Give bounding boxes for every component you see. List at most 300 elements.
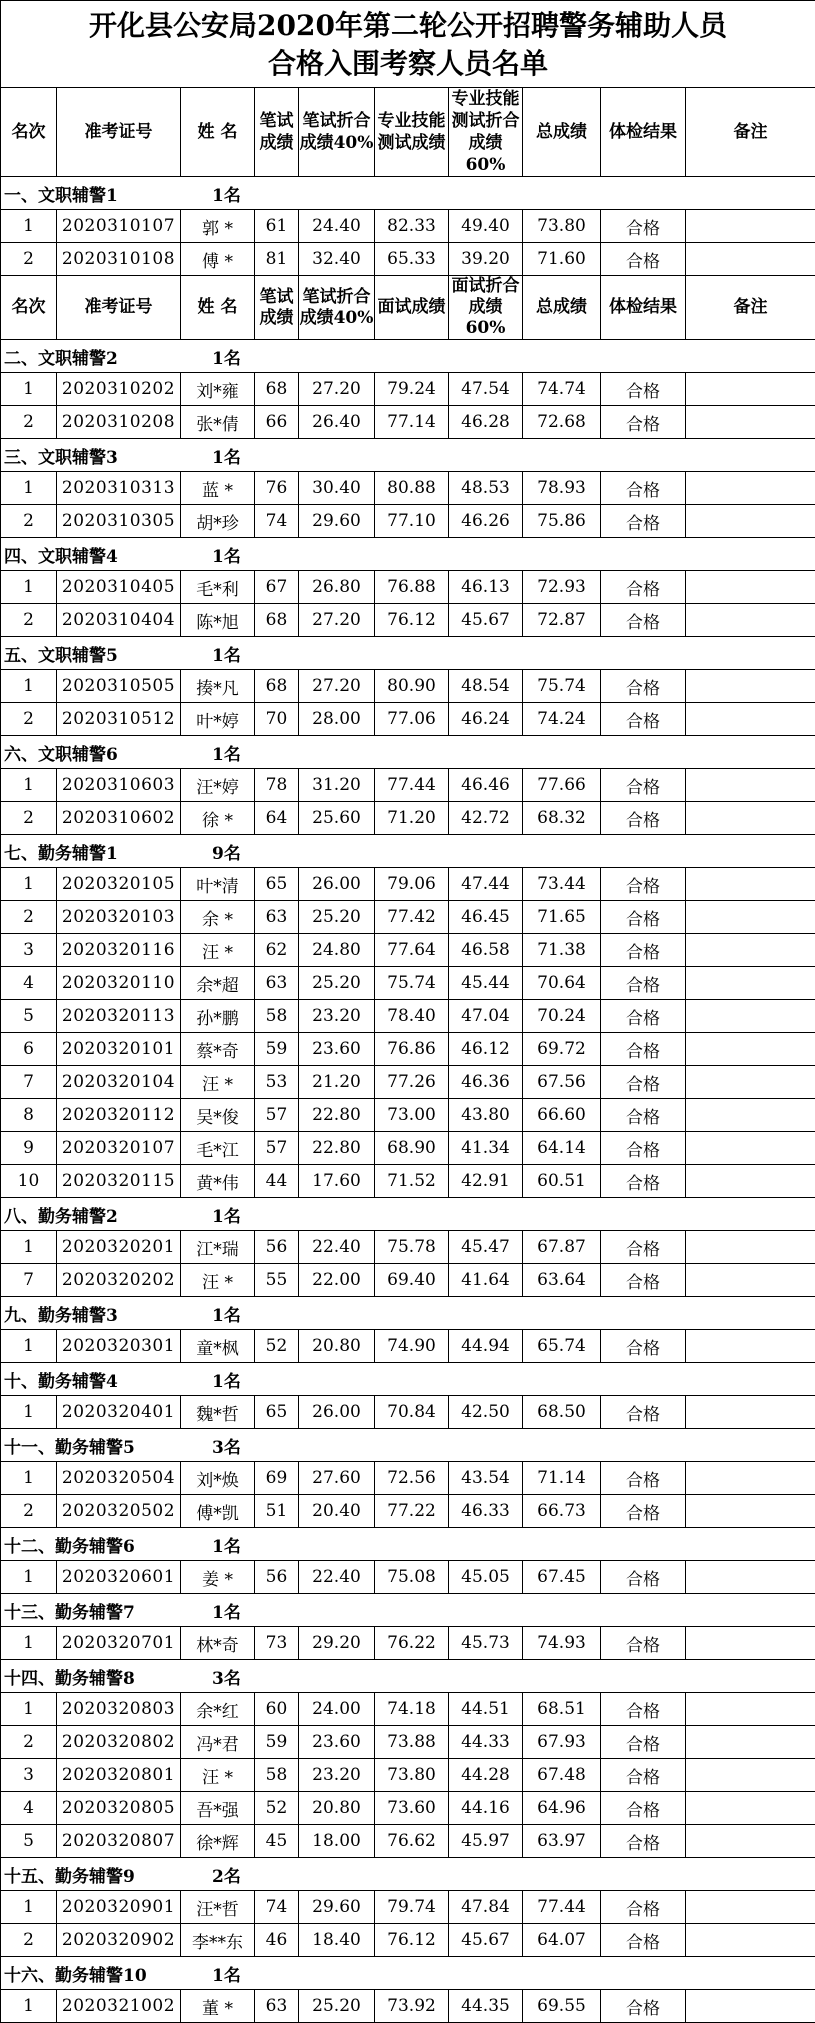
skill-cell: 77.64	[375, 934, 449, 967]
written40-cell: 29.20	[299, 1627, 375, 1660]
total-cell: 72.68	[523, 406, 601, 439]
skill60-cell: 45.73	[449, 1627, 523, 1660]
table-row	[1, 1561, 815, 1594]
written40-cell: 23.60	[299, 1726, 375, 1759]
written40-cell: 21.20	[299, 1066, 375, 1099]
section-quota: 1名	[212, 1301, 241, 1326]
title-line-2: 合格入围考察人员名单	[1, 45, 815, 83]
remark-cell	[686, 901, 815, 934]
ticket-cell: 2020310404	[57, 604, 181, 637]
written40-cell: 22.80	[299, 1132, 375, 1165]
written40-cell: 20.80	[299, 1330, 375, 1363]
rank-cell: 1	[1, 472, 57, 505]
written40-cell: 22.40	[299, 1231, 375, 1264]
ticket-cell: 2020320802	[57, 1726, 181, 1759]
page-title	[1, 1, 815, 88]
rank-cell: 3	[1, 1759, 57, 1792]
table-row	[1, 1330, 815, 1363]
medical-cell: 合格	[601, 472, 686, 505]
ticket-cell: 2020310603	[57, 769, 181, 802]
medical-cell: 合格	[601, 1627, 686, 1660]
remark-cell	[686, 243, 815, 276]
total-cell: 71.14	[523, 1462, 601, 1495]
skill-cell: 82.33	[375, 210, 449, 243]
rank-cell: 2	[1, 604, 57, 637]
name-cell: 张*倩	[181, 406, 255, 439]
written40-cell: 30.40	[299, 472, 375, 505]
total-cell: 63.64	[523, 1264, 601, 1297]
skill-cell: 70.84	[375, 1396, 449, 1429]
total-cell: 71.65	[523, 901, 601, 934]
written-cell: 52	[255, 1792, 299, 1825]
written40-cell: 25.60	[299, 802, 375, 835]
remark-cell	[686, 1561, 815, 1594]
medical-cell: 合格	[601, 1033, 686, 1066]
written-cell: 69	[255, 1462, 299, 1495]
rank-cell: 6	[1, 1033, 57, 1066]
ticket-cell: 2020320807	[57, 1825, 181, 1858]
total-cell: 67.93	[523, 1726, 601, 1759]
table-row	[1, 1990, 815, 2023]
table-row	[1, 868, 815, 901]
remark-cell	[686, 571, 815, 604]
remark-cell	[686, 1495, 815, 1528]
medical-cell: 合格	[601, 1165, 686, 1198]
written-cell: 56	[255, 1231, 299, 1264]
skill-cell: 77.14	[375, 406, 449, 439]
written40-cell: 26.40	[299, 406, 375, 439]
ticket-cell: 2020320803	[57, 1693, 181, 1726]
written40-cell: 23.60	[299, 1033, 375, 1066]
section-header-row	[1, 835, 815, 868]
table-row	[1, 1033, 815, 1066]
skill60-cell: 44.94	[449, 1330, 523, 1363]
name-cell: 孙*鹏	[181, 1000, 255, 1033]
total-cell: 66.60	[523, 1099, 601, 1132]
col-medical: 体检结果	[601, 88, 686, 177]
skill60-cell: 46.46	[449, 769, 523, 802]
col2-written: 笔试成绩	[255, 276, 299, 340]
written-cell: 56	[255, 1561, 299, 1594]
skill-cell: 80.90	[375, 670, 449, 703]
written-cell: 60	[255, 1693, 299, 1726]
skill-cell: 71.20	[375, 802, 449, 835]
section-header	[1, 835, 815, 868]
section-name: 八、勤务辅警2	[1, 1202, 212, 1227]
remark-cell	[686, 703, 815, 736]
ticket-cell: 2020310202	[57, 373, 181, 406]
remark-cell	[686, 1033, 815, 1066]
written40-cell: 25.20	[299, 967, 375, 1000]
written40-cell: 18.00	[299, 1825, 375, 1858]
written40-cell: 28.00	[299, 703, 375, 736]
total-cell: 72.93	[523, 571, 601, 604]
ticket-cell: 2020310305	[57, 505, 181, 538]
remark-cell	[686, 1264, 815, 1297]
total-cell: 74.74	[523, 373, 601, 406]
remark-cell	[686, 1330, 815, 1363]
skill-cell: 76.62	[375, 1825, 449, 1858]
skill-cell: 77.10	[375, 505, 449, 538]
remark-cell	[686, 1726, 815, 1759]
section-name: 二、文职辅警2	[1, 344, 212, 369]
section-quota: 1名	[212, 1598, 241, 1623]
remark-cell	[686, 1759, 815, 1792]
remark-cell	[686, 868, 815, 901]
ticket-cell: 2020320107	[57, 1132, 181, 1165]
skill-cell: 76.12	[375, 1924, 449, 1957]
medical-cell: 合格	[601, 1891, 686, 1924]
skill-cell: 75.08	[375, 1561, 449, 1594]
written-cell: 63	[255, 967, 299, 1000]
name-cell: 傅*凯	[181, 1495, 255, 1528]
rank-cell: 5	[1, 1825, 57, 1858]
skill-cell: 68.90	[375, 1132, 449, 1165]
name-cell: 董 *	[181, 1990, 255, 2023]
name-cell: 傅 *	[181, 243, 255, 276]
section-name: 四、文职辅警4	[1, 542, 212, 567]
medical-cell: 合格	[601, 1462, 686, 1495]
rank-cell: 2	[1, 802, 57, 835]
total-cell: 77.44	[523, 1891, 601, 1924]
written-cell: 58	[255, 1000, 299, 1033]
ticket-cell: 2020310208	[57, 406, 181, 439]
remark-cell	[686, 472, 815, 505]
written40-cell: 27.20	[299, 373, 375, 406]
table-row	[1, 1759, 815, 1792]
table-row	[1, 1396, 815, 1429]
section-header	[1, 1957, 815, 1990]
medical-cell: 合格	[601, 868, 686, 901]
section-header	[1, 177, 815, 210]
name-cell: 余*超	[181, 967, 255, 1000]
medical-cell: 合格	[601, 210, 686, 243]
ticket-cell: 2020320902	[57, 1924, 181, 1957]
written-cell: 51	[255, 1495, 299, 1528]
table-row	[1, 243, 815, 276]
rank-cell: 2	[1, 1495, 57, 1528]
ticket-cell: 2020310313	[57, 472, 181, 505]
rank-cell: 7	[1, 1066, 57, 1099]
column-header-row-2	[1, 276, 815, 340]
skill-cell: 76.12	[375, 604, 449, 637]
table-row	[1, 1099, 815, 1132]
medical-cell: 合格	[601, 967, 686, 1000]
skill-cell: 77.42	[375, 901, 449, 934]
written40-cell: 26.80	[299, 571, 375, 604]
written-cell: 59	[255, 1726, 299, 1759]
medical-cell: 合格	[601, 1759, 686, 1792]
skill-cell: 77.22	[375, 1495, 449, 1528]
roster-body	[1, 1, 815, 2023]
skill-cell: 65.33	[375, 243, 449, 276]
ticket-cell: 2020320113	[57, 1000, 181, 1033]
section-quota: 1名	[212, 641, 241, 666]
col-written40: 笔试折合成绩40%	[299, 88, 375, 177]
medical-cell: 合格	[601, 571, 686, 604]
name-cell: 黄*伟	[181, 1165, 255, 1198]
ticket-cell: 2020320301	[57, 1330, 181, 1363]
remark-cell	[686, 967, 815, 1000]
name-cell: 吴*俊	[181, 1099, 255, 1132]
skill60-cell: 47.54	[449, 373, 523, 406]
name-cell: 姜 *	[181, 1561, 255, 1594]
skill60-cell: 44.16	[449, 1792, 523, 1825]
table-row	[1, 967, 815, 1000]
ticket-cell: 2020320105	[57, 868, 181, 901]
title-row	[1, 1, 815, 88]
section-quota: 1名	[212, 344, 241, 369]
section-name: 五、文职辅警5	[1, 641, 212, 666]
table-row	[1, 472, 815, 505]
written-cell: 74	[255, 505, 299, 538]
written-cell: 59	[255, 1033, 299, 1066]
written40-cell: 31.20	[299, 769, 375, 802]
rank-cell: 5	[1, 1000, 57, 1033]
remark-cell	[686, 670, 815, 703]
section-quota: 1名	[212, 1961, 241, 1986]
section-name: 十二、勤务辅警6	[1, 1532, 212, 1557]
medical-cell: 合格	[601, 934, 686, 967]
remark-cell	[686, 1825, 815, 1858]
col-rank: 名次	[1, 88, 57, 177]
medical-cell: 合格	[601, 1693, 686, 1726]
remark-cell	[686, 1693, 815, 1726]
skill60-cell: 46.24	[449, 703, 523, 736]
col-skill: 专业技能测试成绩	[375, 88, 449, 177]
section-name: 七、勤务辅警1	[1, 839, 212, 864]
skill-cell: 78.40	[375, 1000, 449, 1033]
section-name: 十三、勤务辅警7	[1, 1598, 212, 1623]
section-header	[1, 340, 815, 373]
section-quota: 9名	[212, 839, 241, 864]
written40-cell: 24.80	[299, 934, 375, 967]
remark-cell	[686, 1000, 815, 1033]
written-cell: 57	[255, 1099, 299, 1132]
total-cell: 70.64	[523, 967, 601, 1000]
total-cell: 66.73	[523, 1495, 601, 1528]
ticket-cell: 2020320901	[57, 1891, 181, 1924]
col2-name: 姓 名	[181, 276, 255, 340]
ticket-cell: 2020320112	[57, 1099, 181, 1132]
total-cell: 67.56	[523, 1066, 601, 1099]
medical-cell: 合格	[601, 243, 686, 276]
total-cell: 64.07	[523, 1924, 601, 1957]
name-cell: 汪*哲	[181, 1891, 255, 1924]
table-row	[1, 1825, 815, 1858]
name-cell: 汪 *	[181, 1264, 255, 1297]
rank-cell: 1	[1, 1891, 57, 1924]
skill-cell: 74.90	[375, 1330, 449, 1363]
table-row	[1, 1495, 815, 1528]
medical-cell: 合格	[601, 901, 686, 934]
name-cell: 叶*婷	[181, 703, 255, 736]
remark-cell	[686, 1891, 815, 1924]
rank-cell: 2	[1, 243, 57, 276]
total-cell: 71.38	[523, 934, 601, 967]
skill60-cell: 48.54	[449, 670, 523, 703]
section-name: 十、勤务辅警4	[1, 1367, 212, 1392]
skill60-cell: 45.05	[449, 1561, 523, 1594]
ticket-cell: 2020320115	[57, 1165, 181, 1198]
remark-cell	[686, 802, 815, 835]
total-cell: 64.14	[523, 1132, 601, 1165]
name-cell: 蓝 *	[181, 472, 255, 505]
skill60-cell: 48.53	[449, 472, 523, 505]
rank-cell: 8	[1, 1099, 57, 1132]
written40-cell: 18.40	[299, 1924, 375, 1957]
skill60-cell: 42.91	[449, 1165, 523, 1198]
remark-cell	[686, 1396, 815, 1429]
name-cell: 汪 *	[181, 1759, 255, 1792]
written40-cell: 22.00	[299, 1264, 375, 1297]
skill60-cell: 45.67	[449, 604, 523, 637]
section-quota: 3名	[212, 1664, 241, 1689]
section-header	[1, 1363, 815, 1396]
section-header-row	[1, 1363, 815, 1396]
total-cell: 69.72	[523, 1033, 601, 1066]
skill60-cell: 45.67	[449, 1924, 523, 1957]
written-cell: 64	[255, 802, 299, 835]
written-cell: 78	[255, 769, 299, 802]
table-row	[1, 1792, 815, 1825]
col2-rank: 名次	[1, 276, 57, 340]
col-written: 笔试成绩	[255, 88, 299, 177]
name-cell: 吾*强	[181, 1792, 255, 1825]
rank-cell: 2	[1, 505, 57, 538]
total-cell: 60.51	[523, 1165, 601, 1198]
skill-cell: 75.74	[375, 967, 449, 1000]
section-header-row	[1, 538, 815, 571]
ticket-cell: 2020310505	[57, 670, 181, 703]
remark-cell	[686, 934, 815, 967]
name-cell: 江*瑞	[181, 1231, 255, 1264]
section-header-row	[1, 1594, 815, 1627]
table-row	[1, 1264, 815, 1297]
total-cell: 68.50	[523, 1396, 601, 1429]
written-cell: 61	[255, 210, 299, 243]
medical-cell: 合格	[601, 1099, 686, 1132]
section-name: 三、文职辅警3	[1, 443, 212, 468]
written-cell: 55	[255, 1264, 299, 1297]
table-row	[1, 406, 815, 439]
name-cell: 魏*哲	[181, 1396, 255, 1429]
total-cell: 74.93	[523, 1627, 601, 1660]
rank-cell: 1	[1, 868, 57, 901]
table-row	[1, 571, 815, 604]
skill60-cell: 47.44	[449, 868, 523, 901]
written-cell: 46	[255, 1924, 299, 1957]
written-cell: 65	[255, 868, 299, 901]
remark-cell	[686, 1132, 815, 1165]
ticket-cell: 2020320103	[57, 901, 181, 934]
written-cell: 65	[255, 1396, 299, 1429]
table-row	[1, 1726, 815, 1759]
medical-cell: 合格	[601, 1924, 686, 1957]
medical-cell: 合格	[601, 1066, 686, 1099]
medical-cell: 合格	[601, 1132, 686, 1165]
skill-cell: 76.88	[375, 571, 449, 604]
section-header-row	[1, 1528, 815, 1561]
col2-medical: 体检结果	[601, 276, 686, 340]
name-cell: 胡*珍	[181, 505, 255, 538]
skill-cell: 74.18	[375, 1693, 449, 1726]
table-row	[1, 901, 815, 934]
written-cell: 76	[255, 472, 299, 505]
total-cell: 65.74	[523, 1330, 601, 1363]
skill60-cell: 43.80	[449, 1099, 523, 1132]
written40-cell: 25.20	[299, 1990, 375, 2023]
name-cell: 陈*旭	[181, 604, 255, 637]
rank-cell: 1	[1, 1627, 57, 1660]
section-name: 十四、勤务辅警8	[1, 1664, 212, 1689]
written-cell: 45	[255, 1825, 299, 1858]
table-row	[1, 1924, 815, 1957]
section-quota: 1名	[212, 443, 241, 468]
medical-cell: 合格	[601, 1990, 686, 2023]
col2-skill60: 面试折合成绩60%	[449, 276, 523, 340]
name-cell: 冯*君	[181, 1726, 255, 1759]
total-cell: 74.24	[523, 703, 601, 736]
skill60-cell: 42.50	[449, 1396, 523, 1429]
medical-cell: 合格	[601, 505, 686, 538]
remark-cell	[686, 1990, 815, 2023]
rank-cell: 3	[1, 934, 57, 967]
written-cell: 63	[255, 1990, 299, 2023]
written40-cell: 22.80	[299, 1099, 375, 1132]
skill60-cell: 47.84	[449, 1891, 523, 1924]
skill-cell: 71.52	[375, 1165, 449, 1198]
remark-cell	[686, 210, 815, 243]
rank-cell: 1	[1, 1330, 57, 1363]
name-cell: 蔡*奇	[181, 1033, 255, 1066]
table-row	[1, 604, 815, 637]
section-header	[1, 1429, 815, 1462]
rank-cell: 2	[1, 1726, 57, 1759]
remark-cell	[686, 1231, 815, 1264]
ticket-cell: 2020320805	[57, 1792, 181, 1825]
rank-cell: 1	[1, 769, 57, 802]
total-cell: 70.24	[523, 1000, 601, 1033]
col2-remark: 备注	[686, 276, 815, 340]
section-quota: 2名	[212, 1862, 241, 1887]
total-cell: 67.87	[523, 1231, 601, 1264]
rank-cell: 1	[1, 1462, 57, 1495]
rank-cell: 1	[1, 1231, 57, 1264]
written-cell: 70	[255, 703, 299, 736]
table-row	[1, 1000, 815, 1033]
table-row	[1, 373, 815, 406]
medical-cell: 合格	[601, 1000, 686, 1033]
section-name: 六、文职辅警6	[1, 740, 212, 765]
written-cell: 68	[255, 604, 299, 637]
table-row	[1, 1693, 815, 1726]
section-name: 十六、勤务辅警10	[1, 1961, 212, 1986]
skill60-cell: 47.04	[449, 1000, 523, 1033]
skill-cell: 72.56	[375, 1462, 449, 1495]
name-cell: 汪 *	[181, 1066, 255, 1099]
medical-cell: 合格	[601, 769, 686, 802]
remark-cell	[686, 1066, 815, 1099]
table-row	[1, 1462, 815, 1495]
skill60-cell: 46.28	[449, 406, 523, 439]
table-row	[1, 1231, 815, 1264]
remark-cell	[686, 1165, 815, 1198]
section-quota: 1名	[212, 1202, 241, 1227]
col-name: 姓 名	[181, 88, 255, 177]
medical-cell: 合格	[601, 1231, 686, 1264]
section-name: 十五、勤务辅警9	[1, 1862, 212, 1887]
